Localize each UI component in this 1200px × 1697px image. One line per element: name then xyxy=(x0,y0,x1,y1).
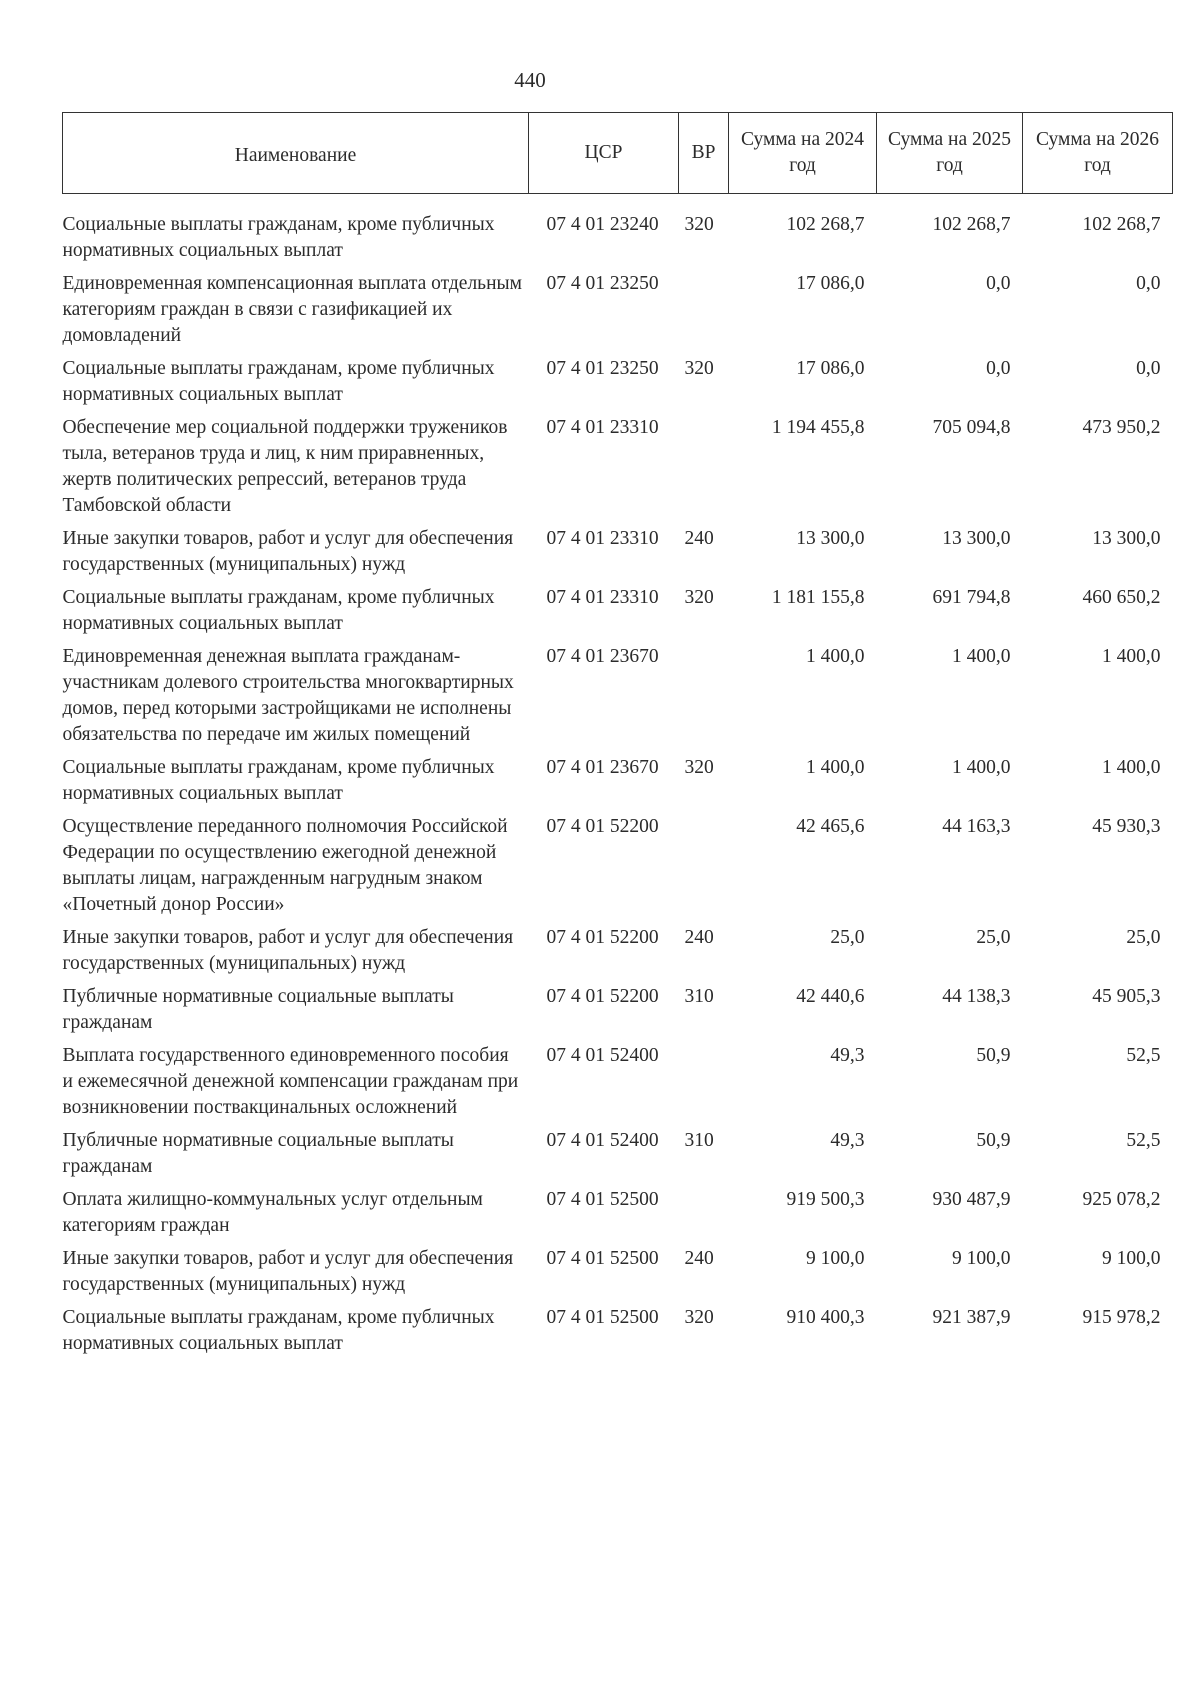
row-vr: 320 xyxy=(684,757,714,778)
row-sum-2026: 52,5 xyxy=(1126,1045,1161,1066)
header-name: Наименование xyxy=(63,113,529,194)
row-sum-2025: 0,0 xyxy=(986,358,1011,379)
table-row xyxy=(63,1305,1173,1364)
table-header xyxy=(63,113,1173,194)
row-name: Единовременная компенсационная выплата отдельным категориям граждан в связи с газификацией их домовладений xyxy=(62,273,522,346)
row-sum-2026: 9 100,0 xyxy=(1102,1248,1161,1269)
row-name: Социальные выплаты гражданам, кроме публичных нормативных социальных выплат xyxy=(62,587,495,634)
table-row xyxy=(63,1043,1173,1128)
row-vr xyxy=(679,1043,729,1128)
table-body xyxy=(63,194,1173,1365)
row-csr: 07 4 01 52500 xyxy=(546,1189,659,1210)
table-row xyxy=(63,755,1173,814)
row-vr: 240 xyxy=(684,528,714,549)
row-name: Социальные выплаты гражданам, кроме публичных нормативных социальных выплат xyxy=(62,757,495,804)
row-vr xyxy=(679,271,729,356)
row-sum-2024: 25,0 xyxy=(830,927,865,948)
row-name: Обеспечение мер социальной поддержки тружеников тыла, ветеранов труда и лиц, к ним приравненных, жертв политических репрессий, ветеранов труда Тамбовской области xyxy=(62,417,508,516)
table-row xyxy=(63,1187,1173,1246)
row-name: Публичные нормативные социальные выплаты гражданам xyxy=(62,986,454,1033)
row-csr: 07 4 01 52500 xyxy=(546,1307,659,1328)
row-vr: 240 xyxy=(684,1248,714,1269)
row-sum-2025: 13 300,0 xyxy=(942,528,1011,549)
row-sum-2026: 1 400,0 xyxy=(1102,646,1161,667)
table-row xyxy=(63,194,1173,272)
header-sum-2026: Сумма на 2026 год xyxy=(1023,113,1173,194)
row-sum-2024: 13 300,0 xyxy=(796,528,865,549)
table-row xyxy=(63,644,1173,755)
row-vr: 320 xyxy=(684,1307,714,1328)
row-sum-2024: 102 268,7 xyxy=(786,214,865,235)
row-csr: 07 4 01 52400 xyxy=(546,1130,659,1151)
row-sum-2026: 1 400,0 xyxy=(1102,757,1161,778)
row-sum-2026: 0,0 xyxy=(1136,358,1161,379)
row-csr: 07 4 01 52200 xyxy=(546,816,659,837)
table-row xyxy=(63,1246,1173,1305)
row-vr: 240 xyxy=(684,927,714,948)
row-sum-2025: 1 400,0 xyxy=(952,757,1011,778)
row-sum-2025: 50,9 xyxy=(976,1045,1011,1066)
row-sum-2025: 0,0 xyxy=(986,273,1011,294)
row-sum-2024: 17 086,0 xyxy=(796,273,865,294)
row-name: Единовременная денежная выплата гражданам-участникам долевого строительства многоквартирных домов, перед которыми застройщиками не исполнены обязательства по передаче им жилых помещений xyxy=(62,646,514,745)
row-vr xyxy=(679,1187,729,1246)
row-sum-2025: 691 794,8 xyxy=(932,587,1011,608)
row-name: Иные закупки товаров, работ и услуг для обеспечения государственных (муниципальных) нужд xyxy=(62,528,514,575)
row-sum-2025: 44 138,3 xyxy=(942,986,1011,1007)
table-row xyxy=(63,526,1173,585)
row-csr: 07 4 01 23240 xyxy=(546,214,659,235)
row-name: Социальные выплаты гражданам, кроме публичных нормативных социальных выплат xyxy=(62,358,495,405)
row-sum-2026: 925 078,2 xyxy=(1082,1189,1161,1210)
page-number: 440 xyxy=(514,68,546,92)
row-sum-2026: 45 930,3 xyxy=(1092,816,1161,837)
row-sum-2025: 50,9 xyxy=(976,1130,1011,1151)
row-vr: 320 xyxy=(684,358,714,379)
row-csr: 07 4 01 52200 xyxy=(546,986,659,1007)
row-csr: 07 4 01 23250 xyxy=(546,273,659,294)
table-row xyxy=(63,271,1173,356)
row-sum-2026: 13 300,0 xyxy=(1092,528,1161,549)
row-sum-2026: 25,0 xyxy=(1126,927,1161,948)
row-sum-2025: 705 094,8 xyxy=(932,417,1011,438)
row-name: Публичные нормативные социальные выплаты гражданам xyxy=(62,1130,454,1177)
row-name: Оплата жилищно-коммунальных услуг отдельным категориям граждан xyxy=(62,1189,483,1236)
row-name: Осуществление переданного полномочия Российской Федерации по осуществлению ежегодной денежной выплаты лицам, награжденным нагрудным знаком «Почетный донор России» xyxy=(62,816,508,915)
row-sum-2024: 1 400,0 xyxy=(806,757,865,778)
table-row xyxy=(63,356,1173,415)
row-name: Иные закупки товаров, работ и услуг для обеспечения государственных (муниципальных) нужд xyxy=(62,1248,514,1295)
row-name: Социальные выплаты гражданам, кроме публичных нормативных социальных выплат xyxy=(62,1307,495,1354)
row-csr: 07 4 01 52500 xyxy=(546,1248,659,1269)
row-sum-2026: 52,5 xyxy=(1126,1130,1161,1151)
row-name: Иные закупки товаров, работ и услуг для обеспечения государственных (муниципальных) нужд xyxy=(62,927,514,974)
row-vr: 320 xyxy=(684,214,714,235)
row-sum-2024: 1 181 155,8 xyxy=(771,587,865,608)
table-row xyxy=(63,1128,1173,1187)
row-vr: 320 xyxy=(684,587,714,608)
row-sum-2024: 9 100,0 xyxy=(806,1248,865,1269)
row-csr: 07 4 01 52200 xyxy=(546,927,659,948)
row-sum-2026: 45 905,3 xyxy=(1092,986,1161,1007)
table-row xyxy=(63,814,1173,925)
row-csr: 07 4 01 23670 xyxy=(546,646,659,667)
row-sum-2025: 25,0 xyxy=(976,927,1011,948)
table-row xyxy=(63,984,1173,1043)
row-sum-2026: 460 650,2 xyxy=(1082,587,1161,608)
row-vr: 310 xyxy=(684,986,714,1007)
row-sum-2025: 9 100,0 xyxy=(952,1248,1011,1269)
row-csr: 07 4 01 23310 xyxy=(546,528,659,549)
budget-table-container xyxy=(62,112,1172,1364)
row-name: Выплата государственного единовременного пособия и ежемесячной денежной компенсации гражданам при возникновении поствакцинальных осложнений xyxy=(62,1045,519,1118)
budget-table xyxy=(62,112,1173,1364)
row-csr: 07 4 01 23670 xyxy=(546,757,659,778)
row-csr: 07 4 01 23250 xyxy=(546,358,659,379)
header-vr: ВР xyxy=(679,113,729,194)
row-csr: 07 4 01 23310 xyxy=(546,417,659,438)
table-row xyxy=(63,925,1173,984)
row-sum-2024: 42 465,6 xyxy=(796,816,865,837)
row-sum-2026: 473 950,2 xyxy=(1082,417,1161,438)
row-sum-2025: 102 268,7 xyxy=(932,214,1011,235)
row-sum-2026: 915 978,2 xyxy=(1082,1307,1161,1328)
table-row xyxy=(63,585,1173,644)
header-sum-2024: Сумма на 2024 год xyxy=(729,113,877,194)
row-vr xyxy=(679,644,729,755)
row-sum-2024: 42 440,6 xyxy=(796,986,865,1007)
row-vr xyxy=(679,814,729,925)
header-csr: ЦСР xyxy=(529,113,679,194)
row-name: Социальные выплаты гражданам, кроме публичных нормативных социальных выплат xyxy=(62,214,495,261)
row-csr: 07 4 01 23310 xyxy=(546,587,659,608)
row-sum-2024: 49,3 xyxy=(830,1130,865,1151)
row-sum-2025: 1 400,0 xyxy=(952,646,1011,667)
header-sum-2025: Сумма на 2025 год xyxy=(877,113,1023,194)
row-sum-2026: 0,0 xyxy=(1136,273,1161,294)
row-sum-2026: 102 268,7 xyxy=(1082,214,1161,235)
table-row xyxy=(63,415,1173,526)
row-vr: 310 xyxy=(684,1130,714,1151)
row-vr xyxy=(679,415,729,526)
row-sum-2025: 44 163,3 xyxy=(942,816,1011,837)
row-sum-2025: 921 387,9 xyxy=(932,1307,1011,1328)
row-sum-2024: 910 400,3 xyxy=(786,1307,865,1328)
row-sum-2024: 1 194 455,8 xyxy=(771,417,865,438)
row-sum-2025: 930 487,9 xyxy=(932,1189,1011,1210)
row-sum-2024: 49,3 xyxy=(830,1045,865,1066)
row-csr: 07 4 01 52400 xyxy=(546,1045,659,1066)
row-sum-2024: 919 500,3 xyxy=(786,1189,865,1210)
row-sum-2024: 17 086,0 xyxy=(796,358,865,379)
row-sum-2024: 1 400,0 xyxy=(806,646,865,667)
